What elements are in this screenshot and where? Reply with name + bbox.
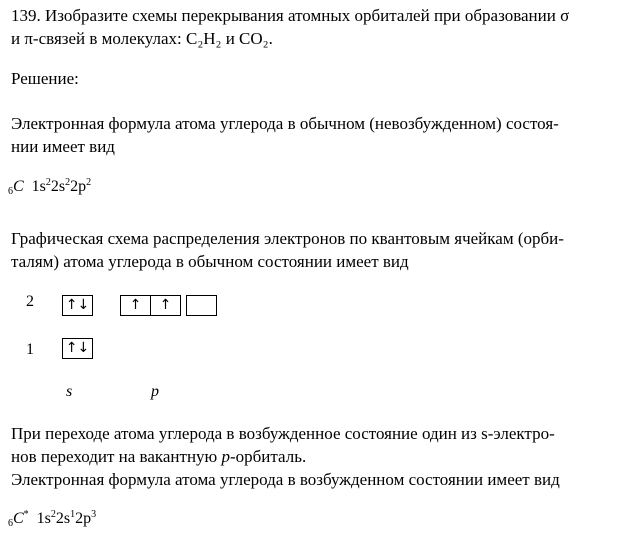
para3-line-3: Электронная формула атома углерода в возбужденном состоянии имеет вид bbox=[11, 470, 560, 489]
problem-line-2: и π-связей в молекулах: C₂H₂ и CO₂. bbox=[11, 29, 273, 48]
para2-line-2: талям) атома углерода в обычном состоянии имеет вид bbox=[11, 252, 409, 271]
orbital-cell-2p-1: ↑ bbox=[120, 295, 151, 316]
para3-line-1: При переходе атома углерода в возбужденное состояние один из s-электро- bbox=[11, 424, 555, 443]
orbital-2s: $2s^1$ bbox=[55, 509, 76, 527]
solution-heading: Решение: bbox=[11, 69, 79, 88]
orbital-1s: $1s^2$ bbox=[36, 509, 56, 527]
formula-ground-state bbox=[8, 178, 91, 196]
para2-line-1: Графическая схема распределения электронов по квантовым ячейкам (орби- bbox=[11, 229, 564, 248]
problem-line-1: 139. Изобразите схемы перекрывания атомных орбиталей при образовании σ bbox=[11, 6, 570, 25]
orbital-2s: $2s^2$ bbox=[50, 177, 71, 195]
element-symbol: C bbox=[13, 178, 24, 195]
level-1-number: 1 bbox=[26, 341, 34, 358]
orbital-cell-2p-3 bbox=[186, 295, 217, 316]
atomic-number: 6 bbox=[8, 518, 13, 529]
para1-line-1: Электронная формула атома углерода в обычном (невозбужденном) состоя- bbox=[11, 114, 559, 133]
orbital-cell-2s: ↑↓ bbox=[62, 295, 93, 316]
orbital-2p: $2p^2$ bbox=[70, 177, 92, 195]
formula-excited-state bbox=[8, 510, 96, 528]
excited-star: * bbox=[23, 509, 29, 520]
para1-line-2: нии имеет вид bbox=[11, 137, 115, 156]
para3-line-2: нов переходит на вакантную p-орбиталь. bbox=[11, 447, 307, 466]
sublevel-s-label: s bbox=[66, 383, 73, 400]
sublevel-p-label: p bbox=[151, 383, 159, 400]
atomic-number: 6 bbox=[8, 186, 13, 197]
orbital-cell-2p-2: ↑ bbox=[150, 295, 181, 316]
orbital-cell-1s: ↑↓ bbox=[62, 338, 93, 359]
orbital-2p: $2p^3$ bbox=[75, 509, 97, 527]
level-2-number: 2 bbox=[26, 293, 34, 310]
orbital-1s: $1s^2$ bbox=[31, 177, 51, 195]
element-symbol: C bbox=[13, 510, 24, 527]
